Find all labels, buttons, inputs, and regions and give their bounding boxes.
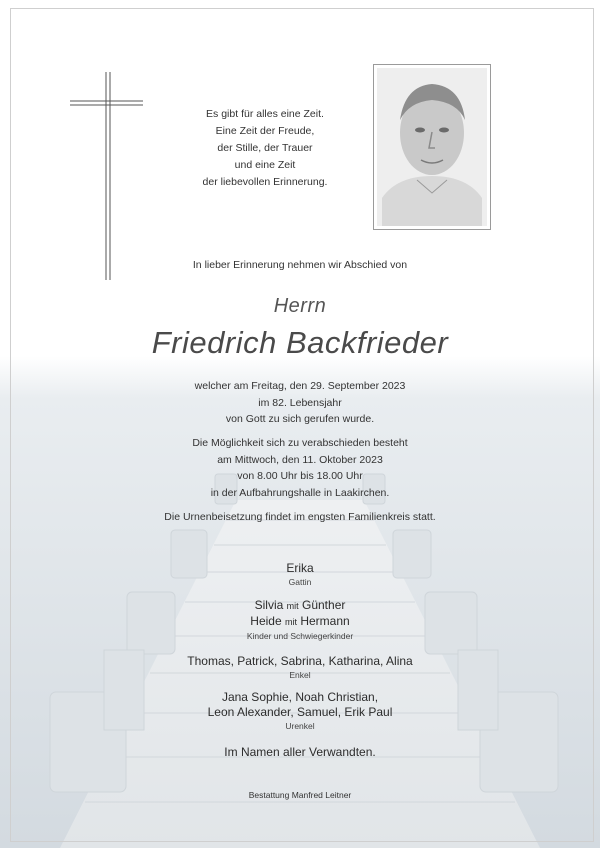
mourner-children [0,598,600,642]
mit-connector: mit [286,601,299,611]
poem-line: Eine Zeit der Freude, [215,125,315,137]
farewell-line: Die Möglichkeit sich zu verabschieden besteht [192,437,408,449]
great-grandchildren-role: Urenkel [285,721,315,731]
death-notice-line: im 82. Lebensjahr [258,396,342,409]
mourner-great-grandchildren [0,690,600,732]
children-pair [0,614,600,630]
poem-line: der Stille, der Trauer [217,142,313,154]
deceased-name: Friedrich Backfrieder [151,325,449,360]
farewell-info [0,435,600,501]
intro-text: In lieber Erinnerung nehmen wir Abschied von [192,259,408,271]
spouse-name: Erika [286,561,314,575]
undertaker: Bestattung Manfred Leitner [248,790,352,800]
farewell-line: in der Aufbahrungshalle in Laakirchen. [210,486,390,499]
child-name: Silvia [254,598,284,612]
farewell-line: am Mittwoch, den 11. Oktober 2023 [217,453,383,466]
cross-icon [0,0,160,290]
child-name: Hermann [300,614,350,628]
children-pair [0,598,600,614]
portrait-image [377,68,487,226]
spouse-role: Gattin [288,577,312,587]
poem-line: der liebevollen Erinnerung. [202,176,328,188]
child-name: Günther [302,598,346,612]
child-name: Heide [250,614,282,628]
mourner-spouse [0,561,600,588]
grandchildren-role: Enkel [289,670,311,680]
great-grandchildren-line: Leon Alexander, Samuel, Erik Paul [207,705,393,719]
poem-line: Es gibt für alles eine Zeit. [206,108,324,120]
mit-connector: mit [285,617,297,627]
portrait-photo [373,64,491,230]
burial-note: Die Urnenbeisetzung findet im engsten Familienkreis statt. [164,511,436,523]
great-grandchildren-line: Jana Sophie, Noah Christian, [221,690,379,704]
poem-line: und eine Zeit [234,159,296,171]
poem [170,106,360,191]
salutation: Herrn [273,295,327,317]
mourner-grandchildren [0,654,600,681]
death-notice [0,378,600,428]
children-role: Kinder und Schwiegerkinder [246,631,354,641]
closing-line: Im Namen aller Verwandten. [224,745,376,759]
farewell-line: von 8.00 Uhr bis 18.00 Uhr [237,470,363,482]
death-notice-line: von Gott zu sich gerufen wurde. [225,413,375,425]
grandchildren-names: Thomas, Patrick, Sabrina, Katharina, Alina [187,654,413,668]
death-notice-line: welcher am Freitag, den 29. September 2023 [194,380,406,392]
